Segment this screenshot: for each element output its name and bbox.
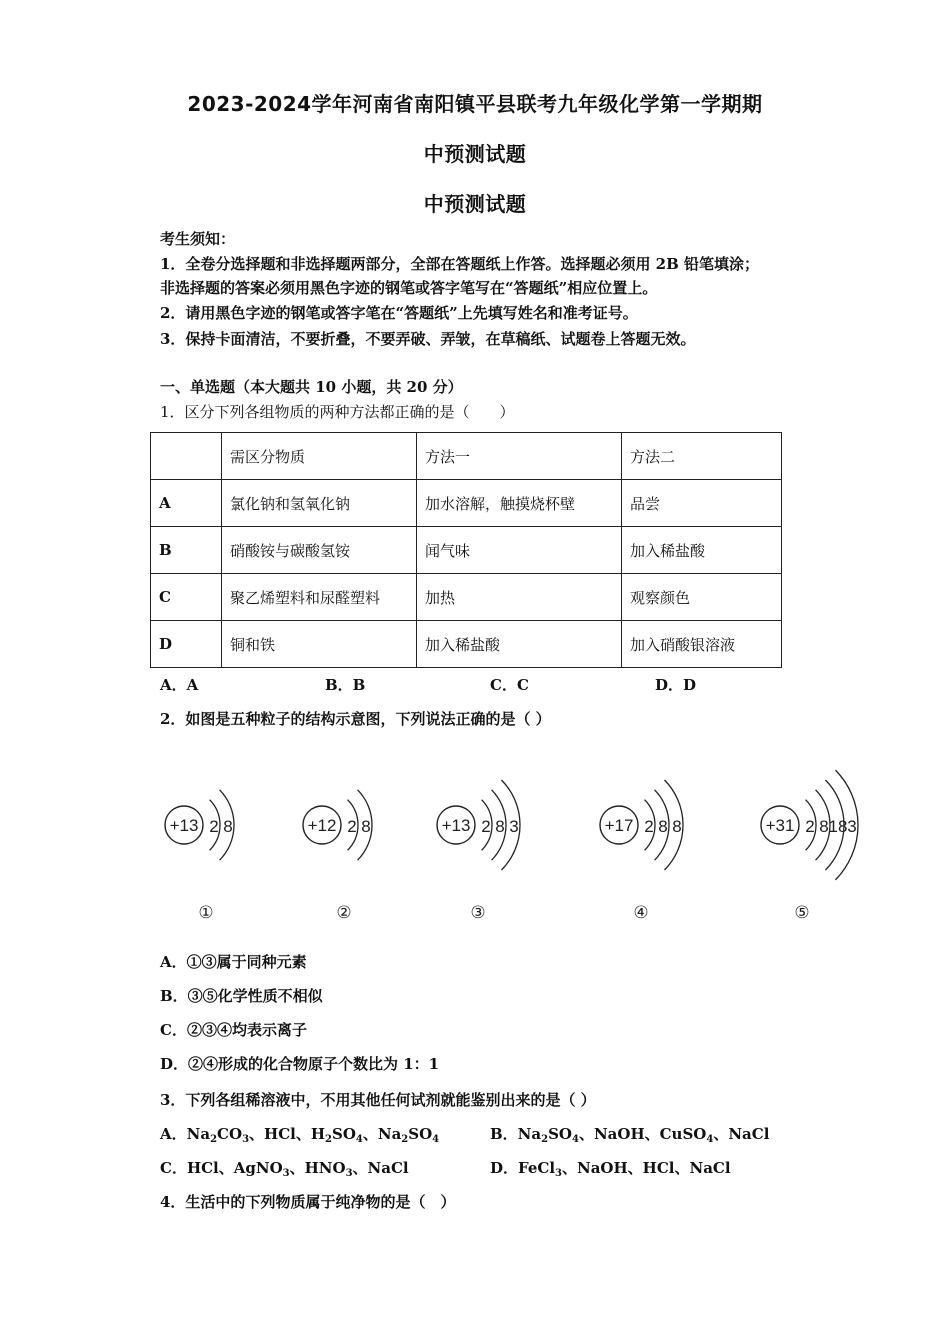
q3-option-c[interactable] (160, 1157, 409, 1179)
table-cell: A (151, 480, 222, 527)
subscript: 2 (325, 1134, 332, 1145)
electron-count: 3 (509, 817, 519, 836)
particle-diagrams (0, 740, 950, 940)
table-header-cell: 方法二 (622, 433, 782, 480)
q2-option-b[interactable]: B．③⑤化学性质不相似 (160, 987, 323, 1005)
table-row (151, 527, 782, 574)
particle-label: ④ (633, 903, 649, 922)
table-header-cell: 需区分物质 (222, 433, 417, 480)
table-cell: 加水溶解，触摸烧杯壁 (417, 480, 622, 527)
text: C．HCl、AgNO (160, 1159, 283, 1177)
text: 、Na (362, 1125, 402, 1143)
nucleus-charge: +12 (307, 816, 337, 835)
notice-item: 1．全卷分选择题和非选择题两部分，全部在答题纸上作答。选择题必须用 2B 铅笔填涂； (160, 255, 760, 273)
table-row (151, 433, 782, 480)
q4-stem: 4．生活中的下列物质属于纯净物的是（ ） (160, 1193, 456, 1211)
electron-count: 2 (805, 817, 815, 836)
table-cell: 加入稀盐酸 (622, 527, 782, 574)
electron-count: 8 (819, 817, 829, 836)
electron-count: 2 (644, 817, 654, 836)
table-cell: B (151, 527, 222, 574)
subscript: 4 (432, 1134, 440, 1145)
q3-option-b[interactable] (490, 1123, 769, 1145)
text: SO (408, 1125, 433, 1143)
q1-option-c[interactable]: C．C (490, 676, 529, 694)
q1-option-b[interactable]: B．B (325, 676, 366, 694)
table-cell: 加入稀盐酸 (417, 621, 622, 668)
text: SO (548, 1125, 572, 1143)
page-title-line3: 中预测试题 (423, 192, 527, 216)
table-cell: 硝酸铵与碳酸氢铵 (222, 527, 417, 574)
text: D．FeCl (490, 1159, 556, 1177)
table-cell (151, 433, 222, 480)
text: 、NaOH、CuSO (578, 1125, 707, 1143)
subscript: 3 (345, 1168, 353, 1179)
particle-label: ① (198, 903, 214, 922)
table-cell: 铜和铁 (222, 621, 417, 668)
q2-option-d[interactable]: D．②④形成的化合物原子个数比为 1：1 (160, 1055, 440, 1073)
electron-count: 8 (495, 817, 505, 836)
section-heading: 一、单选题（本大题共 10 小题，共 20 分） (160, 378, 463, 396)
q3-option-a[interactable] (160, 1123, 439, 1145)
subscript: 2 (541, 1134, 549, 1145)
q2-option-a[interactable]: A．①③属于同种元素 (160, 953, 307, 971)
electron-count: 3 (847, 817, 857, 836)
subscript: 3 (282, 1168, 290, 1179)
notice-item: 3．保持卡面清洁，不要折叠，不要弄破、弄皱，在草稿纸、试题卷上答题无效。 (160, 330, 696, 348)
subscript: 4 (571, 1134, 579, 1145)
q2-stem: 2．如图是五种粒子的结构示意图，下列说法正确的是（ ） (160, 710, 551, 728)
q1-option-a[interactable]: A．A (160, 676, 199, 694)
electron-count: 8 (672, 817, 682, 836)
text: 、HNO (289, 1159, 346, 1177)
subscript: 3 (242, 1134, 250, 1145)
text: A．Na (160, 1125, 211, 1143)
electron-count: 2 (209, 817, 219, 836)
nucleus-charge: +13 (441, 816, 471, 835)
table-cell: 加入硝酸银溶液 (622, 621, 782, 668)
q3-option-d[interactable] (490, 1157, 731, 1179)
table-cell: 观察颜色 (622, 574, 782, 621)
q3-stem: 3．下列各组稀溶液中，不用其他任何试剂就能鉴别出来的是（ ） (160, 1091, 596, 1109)
q1-stem: 1．区分下列各组物质的两种方法都正确的是（ ） (160, 403, 515, 421)
text: 、HCl、H (249, 1125, 326, 1143)
particle-label: ③ (470, 903, 486, 922)
table-cell: 品尝 (622, 480, 782, 527)
particle-label: ⑤ (794, 903, 810, 922)
text: SO (331, 1125, 356, 1143)
notice-heading: 考生须知： (160, 230, 236, 248)
page-title-line2: 中预测试题 (423, 142, 527, 166)
q2-option-c[interactable]: C．②③④均表示离子 (160, 1021, 307, 1039)
electron-count: 2 (347, 817, 357, 836)
particle-label: ② (336, 903, 352, 922)
electron-count: 8 (223, 817, 233, 836)
table-cell: 氯化钠和氢氧化钠 (222, 480, 417, 527)
text: 、NaCl (352, 1159, 409, 1177)
notice-item: 非选择题的答案必须用黑色字迹的钢笔或答字笔写在“答题纸”相应位置上。 (160, 279, 658, 297)
nucleus-charge: +13 (169, 816, 199, 835)
subscript: 4 (706, 1134, 714, 1145)
q1-option-d[interactable]: D．D (655, 676, 697, 694)
page-title-line1: 2023-2024学年河南省南阳镇平县联考九年级化学第一学期期 (187, 92, 763, 116)
notice-item: 2．请用黑色字迹的钢笔或答字笔在“答题纸”上先填写姓名和准考证号。 (160, 304, 638, 322)
table-cell: 加热 (417, 574, 622, 621)
table-header-cell: 方法一 (417, 433, 622, 480)
q1-options (160, 674, 820, 695)
text: 、NaOH、HCl、NaCl (562, 1159, 731, 1177)
text: B．Na (490, 1125, 542, 1143)
table-cell: 闻气味 (417, 527, 622, 574)
electron-count: 2 (481, 817, 491, 836)
nucleus-charge: +17 (604, 816, 634, 835)
table-cell: C (151, 574, 222, 621)
text: CO (217, 1125, 243, 1143)
table-row (151, 574, 782, 621)
subscript: 3 (555, 1168, 562, 1179)
q1-table (150, 432, 782, 668)
table-cell: D (151, 621, 222, 668)
table-row (151, 480, 782, 527)
subscript: 2 (210, 1134, 218, 1145)
electron-count: 8 (658, 817, 668, 836)
text: 、NaCl (713, 1125, 770, 1143)
table-cell: 聚乙烯塑料和尿醛塑料 (222, 574, 417, 621)
electron-count: 18 (828, 817, 848, 836)
subscript: 4 (355, 1134, 363, 1145)
nucleus-charge: +31 (765, 816, 795, 835)
subscript: 2 (401, 1134, 409, 1145)
electron-count: 8 (361, 817, 371, 836)
table-row (151, 621, 782, 668)
